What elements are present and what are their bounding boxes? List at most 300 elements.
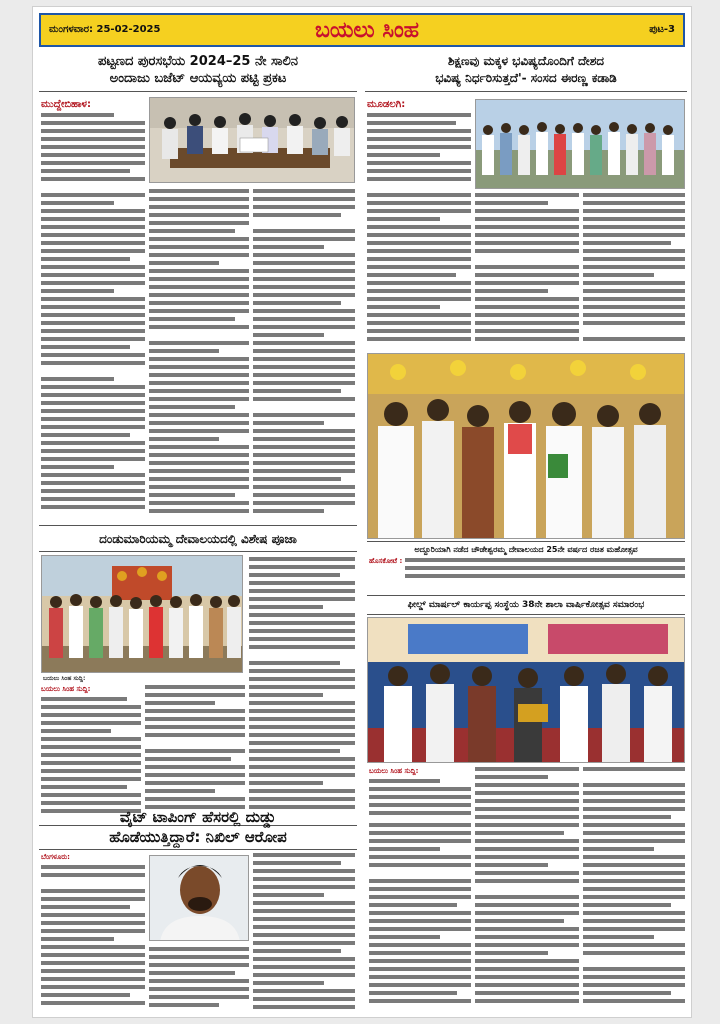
newspaper-title: ಬಯಲು ಸಿಂಹ	[314, 17, 420, 43]
text-line	[149, 205, 249, 209]
text-line	[367, 257, 471, 261]
text-line	[149, 485, 249, 489]
text-line	[149, 1003, 219, 1007]
text-line	[475, 999, 579, 1003]
text-line	[145, 685, 245, 689]
text-line	[475, 201, 548, 205]
text-line	[369, 871, 471, 875]
text-line	[583, 233, 685, 237]
text-line	[41, 793, 141, 797]
text-line	[475, 265, 579, 269]
text-line	[41, 977, 145, 981]
text-line	[149, 293, 249, 297]
text-line	[369, 935, 440, 939]
text-line	[249, 613, 355, 617]
text-line	[583, 305, 685, 309]
text-line	[367, 305, 440, 309]
text-line	[149, 469, 249, 473]
text-line	[41, 121, 145, 125]
text-line	[369, 839, 471, 843]
text-line	[149, 501, 249, 505]
text-line	[41, 729, 111, 733]
text-line	[149, 437, 219, 441]
text-line	[249, 605, 323, 609]
text-line	[369, 943, 471, 947]
text-line	[369, 991, 457, 995]
text-line	[41, 897, 145, 901]
text-line	[41, 921, 145, 925]
text-line	[583, 951, 685, 955]
text-line	[249, 597, 355, 601]
text-line	[249, 789, 355, 793]
text-line	[41, 201, 114, 205]
education-body-col-2	[475, 193, 579, 349]
text-line	[369, 863, 471, 867]
text-line	[583, 943, 685, 947]
education-body-col-1a	[367, 113, 471, 187]
text-line	[583, 839, 685, 843]
divider	[367, 541, 685, 542]
text-line	[253, 885, 355, 889]
text-line	[41, 705, 141, 709]
text-line	[583, 201, 685, 205]
text-line	[41, 393, 145, 397]
education-body-col-3	[583, 193, 685, 349]
text-line	[149, 979, 249, 983]
text-line	[583, 249, 685, 253]
text-line	[367, 233, 471, 237]
text-line	[145, 693, 245, 697]
text-line	[149, 317, 235, 321]
text-line	[475, 329, 579, 333]
text-line	[41, 273, 145, 277]
text-line	[41, 753, 141, 757]
text-line	[367, 249, 471, 253]
text-line	[583, 329, 671, 333]
text-line	[145, 757, 231, 761]
text-line	[149, 237, 249, 241]
text-line	[41, 209, 145, 213]
nikhil-body-col-1	[41, 865, 145, 1013]
text-line	[583, 903, 671, 907]
text-line	[253, 853, 355, 857]
text-line	[249, 725, 355, 729]
text-line	[253, 861, 341, 865]
text-line	[253, 349, 355, 353]
text-line	[367, 313, 471, 317]
text-line	[41, 737, 141, 741]
text-line	[405, 574, 685, 578]
nikhil-body-col-2	[149, 947, 249, 1013]
education-headline-line-1: ಶಿಕ್ಷಣವು ಮಕ್ಕಳ ಭವಿಷ್ಯದೊಂದಿಗೆ ದೇಶದ	[447, 54, 605, 68]
text-line	[367, 153, 440, 157]
text-line	[149, 309, 249, 313]
text-line	[253, 245, 324, 249]
text-line	[253, 365, 355, 369]
text-line	[253, 501, 355, 505]
text-line	[253, 373, 355, 377]
chowdeshwari-headline: ಅದ್ದೂರಿಯಾಗಿ ನಡೆದ ಚೌಡೇಶ್ವರಮ್ಮ ದೇವಾಲಯದ 25ನೇ ವರ್ಷದ ರಜತ ಮಹೋತ್ಸವ	[414, 545, 638, 554]
text-line	[41, 913, 145, 917]
text-line	[253, 981, 324, 985]
text-line	[253, 509, 324, 513]
text-line	[369, 911, 471, 915]
text-line	[41, 961, 145, 965]
text-line	[583, 775, 685, 779]
text-line	[583, 297, 685, 301]
text-line	[41, 985, 145, 989]
text-line	[41, 745, 141, 749]
text-line	[41, 489, 145, 493]
text-line	[583, 911, 685, 915]
text-line	[475, 943, 579, 947]
text-line	[41, 697, 127, 701]
text-line	[249, 757, 355, 761]
text-line	[367, 193, 471, 197]
text-line	[253, 221, 355, 225]
budget-headline-line-2: ಅಂದಾಜು ಬಜೆಟ್ ಆಯವ್ಯಯ ಪಟ್ಟಿ ಪ್ರಕಟ	[109, 71, 287, 86]
text-line	[583, 855, 685, 859]
text-line	[367, 321, 471, 325]
text-line	[253, 997, 355, 1001]
text-line	[475, 337, 579, 341]
text-line	[369, 803, 471, 807]
text-line	[369, 895, 471, 899]
text-line	[41, 353, 145, 357]
text-line	[367, 201, 471, 205]
text-line	[253, 909, 355, 913]
text-line	[369, 999, 471, 1003]
text-line	[145, 781, 245, 785]
text-line	[583, 791, 685, 795]
text-line	[367, 209, 471, 213]
text-line	[253, 237, 355, 241]
text-line	[41, 265, 145, 269]
text-line	[253, 453, 355, 457]
text-line	[583, 193, 685, 197]
text-line	[41, 881, 145, 885]
text-line	[583, 823, 685, 827]
text-line	[405, 566, 685, 570]
text-line	[367, 137, 471, 141]
text-line	[149, 477, 249, 481]
text-line	[41, 441, 145, 445]
text-line	[475, 983, 579, 987]
text-line	[249, 557, 355, 561]
text-line	[41, 113, 114, 117]
budget-dateline: ಮುದ್ದೇಬಿಹಾಳ:	[41, 99, 91, 110]
text-line	[583, 927, 685, 931]
education-dateline: ಮೂಡಲಗಿ:	[367, 99, 406, 110]
text-line	[369, 879, 471, 883]
text-line	[253, 229, 355, 233]
temple-photo-caption: ಬಯಲು ಸಿಂಹ ಸುದ್ದಿ:	[43, 675, 86, 682]
text-line	[583, 847, 654, 851]
temple-puja-photo	[41, 555, 243, 673]
text-line	[249, 709, 355, 713]
text-line	[149, 277, 249, 281]
text-line	[41, 889, 145, 893]
text-line	[149, 189, 249, 193]
text-line	[253, 405, 355, 409]
text-line	[253, 901, 355, 905]
text-line	[41, 153, 145, 157]
text-line	[249, 773, 355, 777]
text-line	[475, 895, 579, 899]
text-line	[149, 381, 249, 385]
text-line	[41, 417, 145, 421]
text-line	[41, 345, 130, 349]
text-line	[41, 865, 145, 869]
text-line	[41, 761, 141, 765]
budget-meeting-photo	[149, 97, 355, 183]
text-line	[41, 801, 141, 805]
text-line	[253, 869, 355, 873]
text-line	[369, 779, 440, 783]
text-line	[475, 959, 579, 963]
text-line	[41, 953, 145, 957]
text-line	[253, 333, 324, 337]
text-line	[583, 225, 685, 229]
text-line	[253, 397, 355, 401]
text-line	[41, 481, 145, 485]
text-line	[583, 807, 685, 811]
text-line	[367, 281, 471, 285]
text-line	[41, 137, 145, 141]
text-line	[145, 765, 245, 769]
text-line	[149, 301, 249, 305]
text-line	[475, 991, 579, 995]
text-line	[41, 457, 145, 461]
text-line	[253, 893, 324, 897]
text-line	[583, 959, 685, 963]
education-headline-line-2: ಭವಿಷ್ಯ ನಿರ್ಧರಿಸುತ್ತದೆ'- ಸಂಸದ ಈರಣ್ಣ ಕಡಾಡಿ	[435, 71, 617, 85]
text-line	[41, 217, 145, 221]
text-line	[583, 289, 685, 293]
text-line	[475, 935, 579, 939]
text-line	[367, 169, 471, 173]
text-line	[475, 879, 579, 883]
school-body-col-2	[475, 767, 579, 1013]
chowdeshwari-dateline: ಹೊಸಕೋಟೆ :	[369, 557, 403, 565]
text-line	[475, 767, 579, 771]
text-line	[41, 473, 145, 477]
text-line	[367, 265, 471, 269]
text-line	[253, 469, 355, 473]
text-line	[367, 225, 471, 229]
text-line	[253, 1005, 355, 1009]
text-line	[367, 337, 471, 341]
text-line	[475, 863, 548, 867]
text-line	[253, 293, 355, 297]
text-line	[369, 903, 457, 907]
text-line	[475, 831, 564, 835]
nikhil-dateline: ಬೆಂಗಳೂರು:	[41, 853, 70, 861]
text-line	[253, 389, 341, 393]
text-line	[369, 811, 471, 815]
text-line	[583, 879, 685, 883]
text-line	[583, 321, 685, 325]
text-line	[253, 341, 355, 345]
text-line	[41, 369, 145, 373]
text-line	[253, 917, 355, 921]
text-line	[41, 129, 145, 133]
text-line	[253, 413, 355, 417]
nikhil-body-col-3	[253, 853, 355, 1013]
text-line	[253, 973, 355, 977]
temple-body-col-1	[41, 697, 141, 819]
text-line	[475, 903, 579, 907]
text-line	[145, 701, 215, 705]
text-line	[369, 847, 440, 851]
text-line	[41, 337, 145, 341]
text-line	[475, 305, 579, 309]
text-line	[583, 767, 685, 771]
text-line	[583, 209, 685, 213]
text-line	[249, 765, 355, 769]
text-line	[475, 241, 579, 245]
text-line	[149, 987, 249, 991]
text-line	[253, 445, 355, 449]
chowdeshwari-body	[405, 558, 685, 590]
text-line	[253, 493, 355, 497]
text-line	[369, 951, 471, 955]
text-line	[145, 749, 245, 753]
text-line	[405, 582, 685, 586]
nikhil-headline-line-2: ಹೊಡೆಯುತ್ತಿದ್ದಾರೆ: ನಿಖಿಲ್ ಆರೋಪ	[109, 828, 287, 846]
text-line	[253, 989, 355, 993]
text-line	[149, 341, 249, 345]
text-line	[369, 919, 471, 923]
text-line	[367, 217, 440, 221]
text-line	[475, 919, 564, 923]
text-line	[367, 177, 471, 181]
text-line	[475, 209, 579, 213]
text-line	[149, 269, 249, 273]
text-line	[253, 189, 355, 193]
text-line	[253, 325, 355, 329]
text-line	[249, 701, 355, 705]
text-line	[249, 573, 340, 577]
text-line	[253, 437, 355, 441]
text-line	[583, 831, 685, 835]
text-line	[583, 337, 685, 341]
text-line	[367, 273, 456, 277]
text-line	[367, 297, 471, 301]
text-line	[253, 253, 355, 257]
text-line	[583, 895, 685, 899]
budget-headline	[39, 53, 357, 87]
text-line	[249, 653, 355, 657]
text-line	[369, 959, 471, 963]
text-line	[249, 749, 340, 753]
text-line	[475, 807, 579, 811]
text-line	[149, 955, 249, 959]
text-line	[41, 505, 145, 509]
divider	[39, 551, 357, 552]
school-body-col-3	[583, 767, 685, 1013]
text-line	[253, 421, 324, 425]
text-line	[253, 941, 355, 945]
text-line	[41, 769, 141, 773]
text-line	[145, 773, 245, 777]
text-line	[41, 297, 145, 301]
text-line	[41, 249, 145, 253]
text-line	[41, 905, 130, 909]
text-line	[249, 741, 355, 745]
text-line	[41, 425, 145, 429]
text-line	[149, 253, 249, 257]
text-line	[253, 197, 355, 201]
temple-body-col-2	[145, 685, 245, 819]
text-line	[145, 741, 245, 745]
text-line	[367, 113, 471, 117]
text-line	[583, 975, 685, 979]
text-line	[253, 261, 355, 265]
text-line	[583, 871, 685, 875]
text-line	[149, 453, 249, 457]
text-line	[149, 197, 249, 201]
text-line	[583, 799, 685, 803]
text-line	[149, 509, 249, 513]
text-line	[475, 855, 579, 859]
text-line	[253, 285, 355, 289]
text-line	[475, 281, 579, 285]
text-line	[249, 797, 355, 801]
text-line	[41, 713, 141, 717]
text-line	[41, 321, 145, 325]
text-line	[475, 257, 564, 261]
text-line	[41, 257, 130, 261]
text-line	[583, 241, 671, 245]
text-line	[475, 289, 548, 293]
text-line	[41, 449, 145, 453]
divider	[39, 91, 357, 92]
text-line	[369, 967, 471, 971]
text-line	[583, 783, 685, 787]
text-line	[41, 177, 145, 181]
school-body-col-1a	[369, 779, 471, 819]
text-line	[367, 145, 471, 149]
text-line	[475, 775, 548, 779]
text-line	[249, 733, 355, 737]
temple-dateline: ಬಯಲು ಸಿಂಹ ಸುದ್ದಿ:	[41, 685, 91, 693]
text-line	[253, 309, 355, 313]
divider	[367, 614, 685, 615]
text-line	[583, 273, 654, 277]
education-headline	[365, 53, 687, 87]
text-line	[583, 983, 685, 987]
text-line	[583, 991, 671, 995]
issue-date: ಮಂಗಳವಾರ: 25-02-2025	[49, 24, 161, 35]
text-line	[253, 205, 355, 209]
text-line	[367, 161, 471, 165]
text-line	[41, 993, 130, 997]
text-line	[253, 477, 341, 481]
text-line	[149, 229, 235, 233]
text-line	[249, 661, 340, 665]
text-line	[475, 871, 579, 875]
text-line	[475, 321, 579, 325]
text-line	[369, 927, 471, 931]
text-line	[41, 777, 141, 781]
divider	[365, 91, 687, 92]
temple-body-col-3	[249, 557, 355, 819]
text-line	[249, 565, 355, 569]
text-line	[145, 717, 245, 721]
text-line	[149, 947, 249, 951]
text-line	[475, 273, 579, 277]
